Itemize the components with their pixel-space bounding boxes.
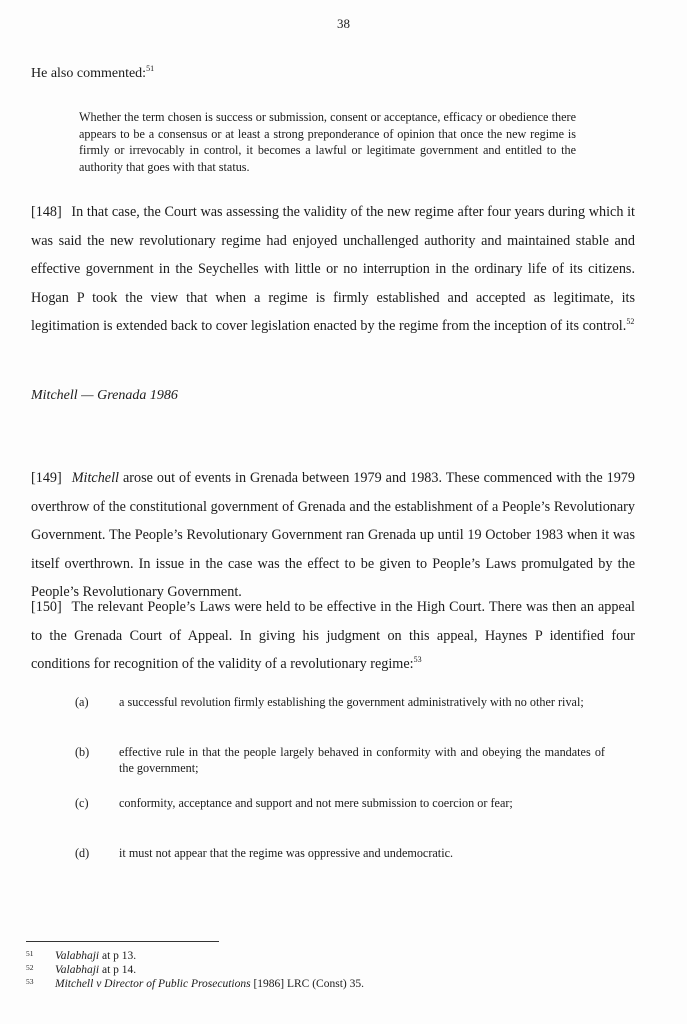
condition-item [75, 744, 605, 776]
paragraph-number: [148] [31, 204, 62, 220]
footnote-ref-51[interactable]: 51 [146, 64, 155, 73]
intro-line [31, 66, 154, 82]
footnote-cite: [1986] LRC (Const) 35. [250, 978, 364, 990]
condition-item [75, 845, 605, 861]
paragraph-text: arose out of events in Grenada between 1979 and 1983. These commenced with the 1979 overthrow of the constitutional government of Grenada and the establishment of a People’s Revolutionary Government. The People’s Revolutionary Government ran Grenada up until 19 October 1983 when it was itself overthrown. In issue in the case was the effect to be given to People’s Laws promulgated by the People’s Revolutionary Government. [31, 470, 635, 600]
footnote-51 [26, 949, 626, 963]
footnote-cite: at p 13. [99, 950, 137, 962]
footnote-case: Valabhaji [55, 950, 100, 962]
footnote-ref-52[interactable]: 52 [626, 317, 635, 326]
paragraph-150 [31, 593, 635, 679]
footnote-ref-53[interactable]: 53 [413, 655, 422, 664]
footnote-text [55, 963, 626, 977]
footnote-divider [26, 941, 219, 942]
paragraph-number: [150] [31, 599, 62, 615]
condition-item [75, 694, 605, 710]
footnotes [26, 949, 626, 991]
condition-label: (a) [75, 695, 89, 709]
condition-text: it must not appear that the regime was oppressive and undemocratic. [119, 846, 454, 860]
footnote-text [55, 949, 626, 963]
condition-text: effective rule in that the people largely behaved in conformity with and obeying the mandates of the government; [119, 745, 605, 775]
condition-label: (c) [75, 796, 89, 810]
intro-text: He also commented: [31, 66, 147, 81]
footnote-53 [26, 977, 626, 991]
case-name: Mitchell [71, 470, 119, 486]
paragraph-149 [31, 464, 635, 607]
block-quote: Whether the term chosen is success or submission, consent or acceptance, efficacy or obedience there appears to be a consensus or at least a strong preponderance of opinion that once the new regime is firmly or irrevocably in control, it becomes a lawful or legitimate government and entitled to the authority that goes with that status. [79, 110, 576, 174]
condition-text: conformity, acceptance and support and not mere submission to coercion or fear; [119, 796, 513, 810]
footnote-case: Mitchell v Director of Public Prosecutions [55, 978, 251, 990]
footnote-cite: at p 14. [99, 964, 137, 976]
footnote-text [55, 977, 626, 991]
condition-text: a successful revolution firmly establishing the government administratively with no other rival; [119, 695, 584, 709]
section-heading: Mitchell — Grenada 1986 [31, 388, 178, 403]
footnote-number: 52 [26, 963, 34, 972]
page-number: 38 [337, 16, 350, 31]
paragraph-number: [149] [31, 470, 62, 486]
paragraph-148 [31, 198, 635, 341]
condition-label: (d) [75, 846, 90, 860]
paragraph-text: In that case, the Court was assessing the validity of the new regime after four years during which it was said the new revolutionary regime had enjoyed unchallenged authority and maintained stable and effective government in the Seychelles with little or no interruption in the ordinary life of its citizens. Hogan P took the view that when a regime is firmly established and accepted as legitimate, its legitimation is extended back to cover legislation enacted by the regime from the inception of its control. [31, 204, 635, 334]
condition-label: (b) [75, 745, 90, 759]
footnote-52 [26, 963, 626, 977]
footnote-number: 51 [26, 949, 34, 958]
footnote-number: 53 [26, 977, 34, 986]
footnote-case: Valabhaji [55, 964, 100, 976]
paragraph-text: The relevant People’s Laws were held to be effective in the High Court. There was then an appeal to the Grenada Court of Appeal. In giving his judgment on this appeal, Haynes P identified four conditions for recognition of the validity of a revolutionary regime: [31, 599, 635, 672]
condition-item [75, 795, 605, 811]
